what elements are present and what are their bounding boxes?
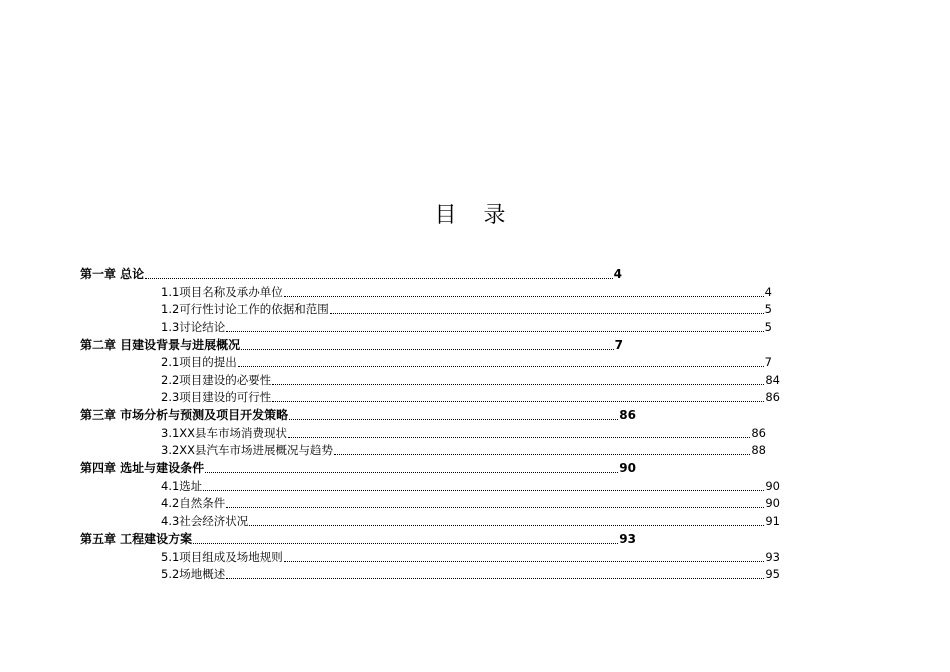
entry-label: 3.2XX县汽车市场进展概况与趋势 [161, 443, 334, 457]
entry-page: 5 [764, 302, 772, 316]
leader-dots [334, 444, 750, 455]
entry-label: 1.3讨论结论 [161, 320, 226, 334]
toc-entry[interactable] [80, 266, 622, 283]
entry-label: 第五章 工程建设方案 [80, 532, 193, 546]
leader-dots [193, 533, 618, 544]
entry-label: 5.2场地概述 [161, 567, 226, 581]
entry-page: 90 [619, 461, 636, 475]
toc-entry[interactable] [161, 478, 780, 495]
entry-page: 7 [614, 338, 623, 352]
entry-label: 第一章 总论 [80, 267, 145, 281]
toc-entry[interactable] [80, 337, 623, 354]
leader-dots [203, 480, 764, 491]
entry-page: 86 [619, 408, 636, 422]
toc-entry[interactable] [161, 301, 772, 318]
entry-page: 86 [751, 426, 766, 440]
entry-page: 93 [619, 532, 636, 546]
entry-label: 2.1项目的提出 [161, 355, 237, 369]
entry-page: 91 [765, 514, 780, 528]
leader-dots [205, 462, 618, 473]
entry-page: 84 [765, 373, 780, 387]
toc-entry[interactable] [80, 407, 636, 424]
entry-page: 4 [764, 285, 772, 299]
leader-dots [289, 409, 618, 420]
leader-dots [330, 303, 764, 314]
leader-dots [272, 391, 764, 402]
entry-label: 4.3社会经济状况 [161, 514, 249, 528]
entry-label: 第四章 选址与建设条件 [80, 461, 205, 475]
toc-entry[interactable] [161, 389, 780, 406]
entry-page: 95 [765, 567, 780, 581]
entry-page: 88 [751, 443, 766, 457]
leader-dots [249, 515, 764, 526]
entry-page: 90 [765, 496, 780, 510]
toc-entry[interactable] [161, 425, 766, 442]
toc-entry[interactable] [161, 354, 772, 371]
entry-page: 90 [765, 479, 780, 493]
entry-page: 86 [765, 390, 780, 404]
toc-title: 目 录 [434, 203, 516, 228]
leader-dots [288, 427, 750, 438]
leader-dots [238, 356, 764, 367]
leader-dots [145, 268, 612, 279]
toc-entry[interactable] [161, 566, 780, 583]
toc-entry[interactable] [161, 284, 772, 301]
entry-label: 4.2自然条件 [161, 496, 226, 510]
leader-dots [284, 286, 764, 297]
toc-entry[interactable] [161, 513, 780, 530]
entry-label: 4.1选址 [161, 479, 203, 493]
leader-dots [226, 497, 764, 508]
leader-dots [272, 374, 764, 385]
entry-label: 2.3项目建设的可行性 [161, 390, 272, 404]
entry-page: 7 [764, 355, 772, 369]
leader-dots [284, 551, 765, 562]
entry-label: 1.2可行性讨论工作的依据和范围 [161, 302, 329, 316]
entry-label: 2.2项目建设的必要性 [161, 373, 272, 387]
toc-entry[interactable] [161, 372, 780, 389]
entry-label: 1.1项目名称及承办单位 [161, 285, 283, 299]
leader-dots [241, 339, 613, 350]
entry-label: 5.1项目组成及场地规则 [161, 550, 283, 564]
entry-label: 3.1XX县车市场消费现状 [161, 426, 288, 440]
toc-entry[interactable] [80, 460, 636, 477]
entry-label: 第二章 目建设背景与进展概况 [80, 338, 241, 352]
toc-entry[interactable] [161, 319, 772, 336]
entry-page: 93 [765, 550, 780, 564]
leader-dots [226, 568, 764, 579]
leader-dots [226, 321, 763, 332]
entry-label: 第三章 市场分析与预测及项目开发策略 [80, 408, 289, 422]
toc-entry[interactable] [161, 442, 766, 459]
toc-entry[interactable] [161, 549, 780, 566]
toc-entry[interactable] [161, 495, 780, 512]
entry-page: 5 [764, 320, 772, 334]
toc-entry[interactable] [80, 531, 636, 548]
entry-page: 4 [613, 267, 622, 281]
